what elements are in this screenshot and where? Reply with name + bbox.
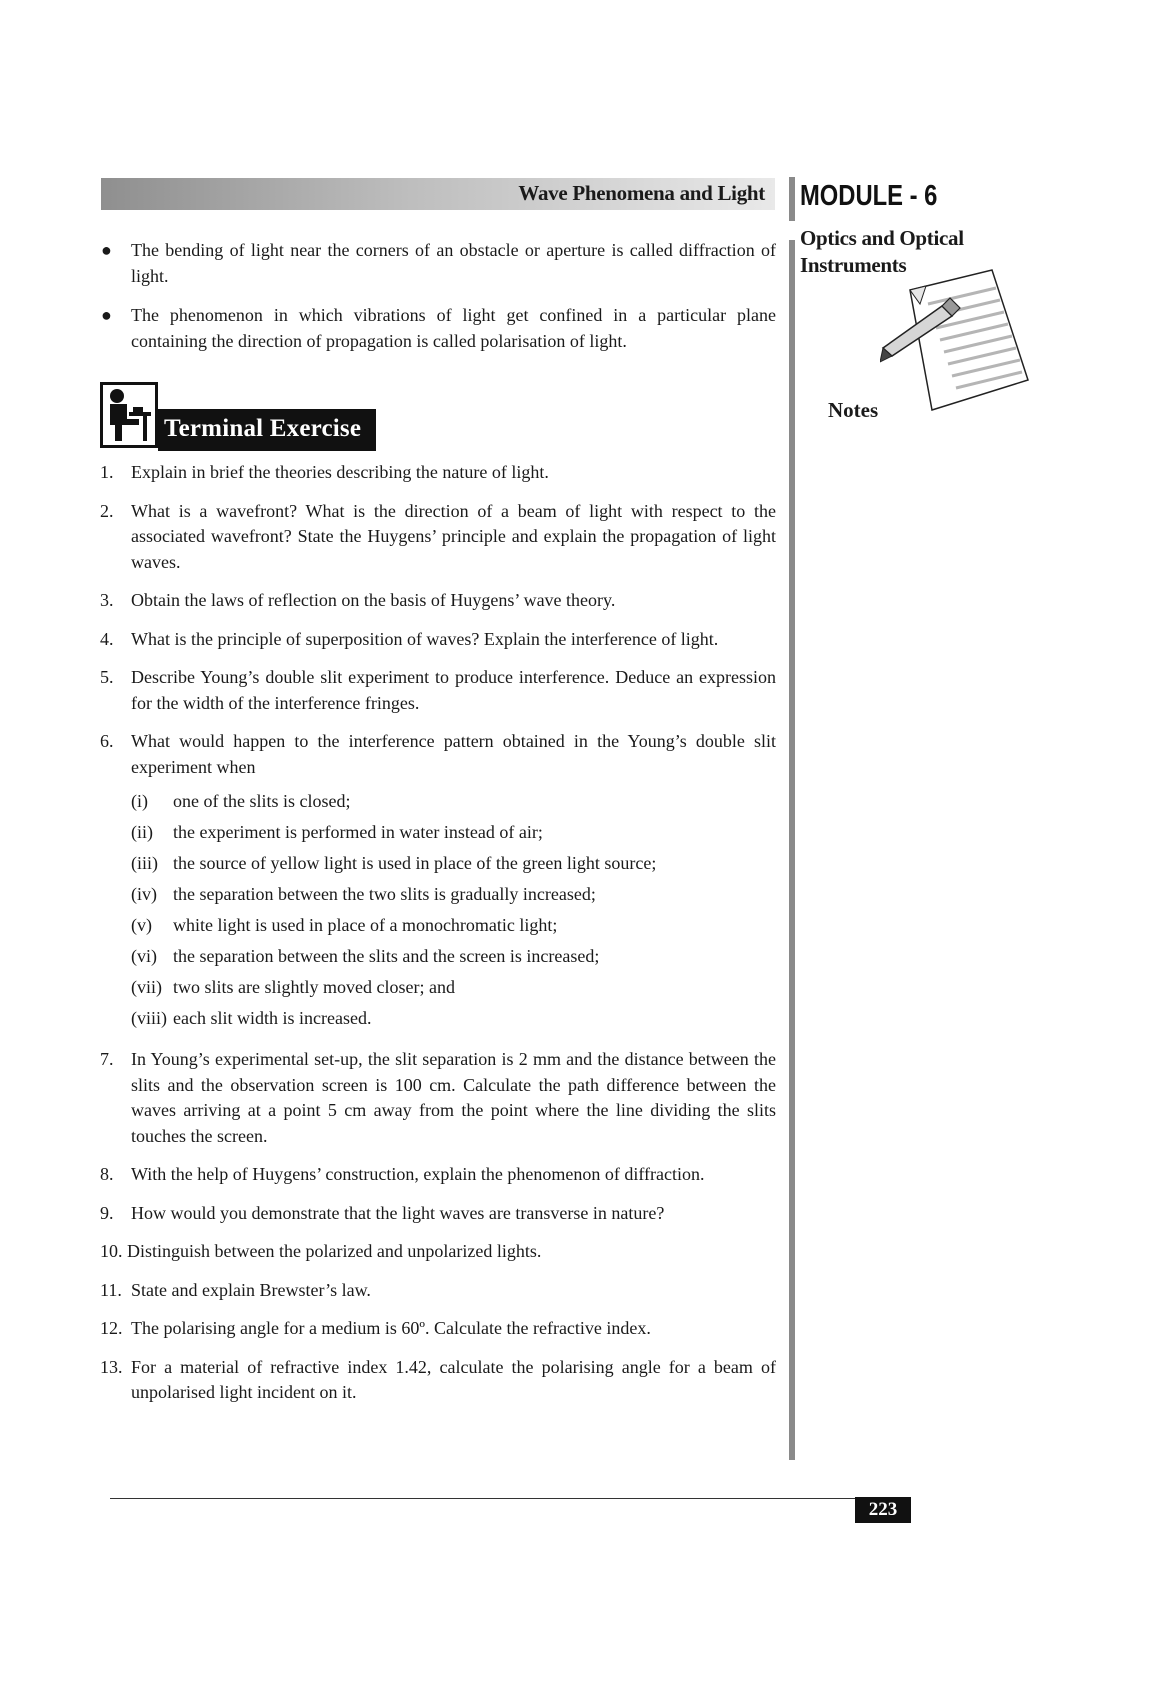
section-title: Terminal Exercise xyxy=(158,409,376,451)
question-text: The polarising angle for a medium is 60º. Calculate the refractive index. xyxy=(131,1318,651,1338)
question-item xyxy=(100,1162,776,1188)
sub-item-number: (vi) xyxy=(131,946,157,966)
page-number: 223 xyxy=(855,1497,911,1523)
running-header xyxy=(101,178,775,210)
question-list xyxy=(100,460,776,1419)
question-number: 3. xyxy=(100,590,114,610)
sub-item-number: (ii) xyxy=(131,822,153,842)
footer-rule xyxy=(110,1498,890,1499)
notes-pencil-icon xyxy=(880,268,1030,418)
question-number: 4. xyxy=(100,628,114,649)
question-text: Describe Young’s double slit experiment to produce interference. Deduce an expression for the width of the interference fringes. xyxy=(131,667,776,713)
question-number: 7. xyxy=(100,1049,114,1069)
sub-item xyxy=(131,941,776,972)
question-number: 10. xyxy=(100,1241,123,1261)
question-item xyxy=(100,1201,776,1227)
sub-item xyxy=(131,1003,776,1034)
question-text: What would happen to the interference pattern obtained in the Young’s double slit experiment when xyxy=(131,731,776,777)
bullet-item xyxy=(100,303,776,354)
question-item xyxy=(100,1278,776,1304)
sub-item xyxy=(131,848,776,879)
question-item xyxy=(100,499,776,576)
question-text: With the help of Huygens’ construction, explain the phenomenon of diffraction. xyxy=(131,1164,705,1184)
sub-item xyxy=(131,972,776,1003)
sub-item xyxy=(131,786,776,817)
question-number: 6. xyxy=(100,731,114,751)
question-number: 11. xyxy=(100,1279,122,1300)
question-text: In Young’s experimental set-up, the slit separation is 2 mm and the distance between the slits and the observation screen is 100 cm. Calculate the path difference between the waves arriving at a point 5 cm away from the point where the line dividing the slits touches the screen. xyxy=(131,1049,776,1146)
question-item xyxy=(100,1316,776,1342)
question-number: 12. xyxy=(100,1318,123,1338)
sub-item xyxy=(131,817,776,848)
sub-item xyxy=(131,879,776,910)
sub-item-number: (i) xyxy=(131,791,148,811)
bullet-text: The phenomenon in which vibrations of light get confined in a particular plane containing the direction of propagation is called polarisation of light. xyxy=(131,305,776,351)
question-text: How would you demonstrate that the light waves are transverse in nature? xyxy=(131,1202,665,1223)
question-number: 1. xyxy=(100,462,114,482)
sub-item-number: (v) xyxy=(131,915,152,935)
module-subtitle-line2: Instruments xyxy=(800,253,907,277)
sub-item-text: the separation between the slits and the screen is increased; xyxy=(173,946,600,966)
bullet-text: The bending of light near the corners of an obstacle or aperture is called diffraction of light. xyxy=(131,240,776,286)
sub-item-text: the experiment is performed in water instead of air; xyxy=(173,822,543,842)
bullet-icon: ● xyxy=(101,240,112,260)
question-number: 13. xyxy=(100,1356,123,1377)
margin-rule xyxy=(789,240,795,1460)
question-text: Obtain the laws of reflection on the basis of Huygens’ wave theory. xyxy=(131,590,616,610)
terminal-exercise-heading xyxy=(100,382,380,452)
question-item xyxy=(100,627,776,653)
sub-item-text: one of the slits is closed; xyxy=(173,791,351,811)
question-text: What is a wavefront? What is the direction of a beam of light with respect to the associated wavefront? State the Huygens’ principle and explain the propagation of light waves. xyxy=(131,500,776,572)
question-number: 5. xyxy=(100,667,114,687)
question-item xyxy=(100,460,776,486)
question-item xyxy=(100,665,776,716)
bullet-item xyxy=(100,238,776,289)
summary-bullets xyxy=(100,238,776,368)
sub-item-text: the source of yellow light is used in place of the green light source; xyxy=(173,853,657,873)
running-header-title: Wave Phenomena and Light xyxy=(518,181,765,205)
sub-item-text: each slit width is increased. xyxy=(173,1008,372,1028)
question-number: 9. xyxy=(100,1202,114,1223)
question-item xyxy=(100,1239,776,1265)
sub-item-number: (iii) xyxy=(131,853,158,873)
bullet-icon: ● xyxy=(101,305,112,325)
sub-item-text: white light is used in place of a monochromatic light; xyxy=(173,915,558,935)
sub-item-number: (viii) xyxy=(131,1008,167,1028)
module-subtitle-line1: Optics and Optical xyxy=(800,226,964,250)
sub-item xyxy=(131,910,776,941)
question-6-subitems xyxy=(131,786,776,1034)
question-number: 2. xyxy=(100,500,114,521)
sub-item-number: (iv) xyxy=(131,884,157,904)
sub-item-number: (vii) xyxy=(131,977,162,997)
question-text: Distinguish between the polarized and unpolarized lights. xyxy=(127,1241,542,1261)
question-text: What is the principle of superposition of waves? Explain the interference of light. xyxy=(131,628,719,649)
question-text: For a material of refractive index 1.42, calculate the polarising angle for a beam of unpolarised light incident on it. xyxy=(131,1356,776,1402)
sub-item-text: the separation between the two slits is gradually increased; xyxy=(173,884,596,904)
sub-item-text: two slits are slightly moved closer; and xyxy=(173,977,455,997)
notes-label: Notes xyxy=(828,398,879,422)
question-item xyxy=(100,1355,776,1406)
student-at-desk-icon xyxy=(100,382,158,448)
question-number: 8. xyxy=(100,1164,114,1184)
question-item xyxy=(100,1047,776,1149)
question-text: State and explain Brewster’s law. xyxy=(131,1279,371,1300)
question-text: Explain in brief the theories describing the nature of light. xyxy=(131,462,549,482)
module-label: MODULE - 6 xyxy=(800,180,938,212)
question-item xyxy=(100,729,776,1034)
question-item xyxy=(100,588,776,614)
margin-rule-top xyxy=(789,177,795,221)
